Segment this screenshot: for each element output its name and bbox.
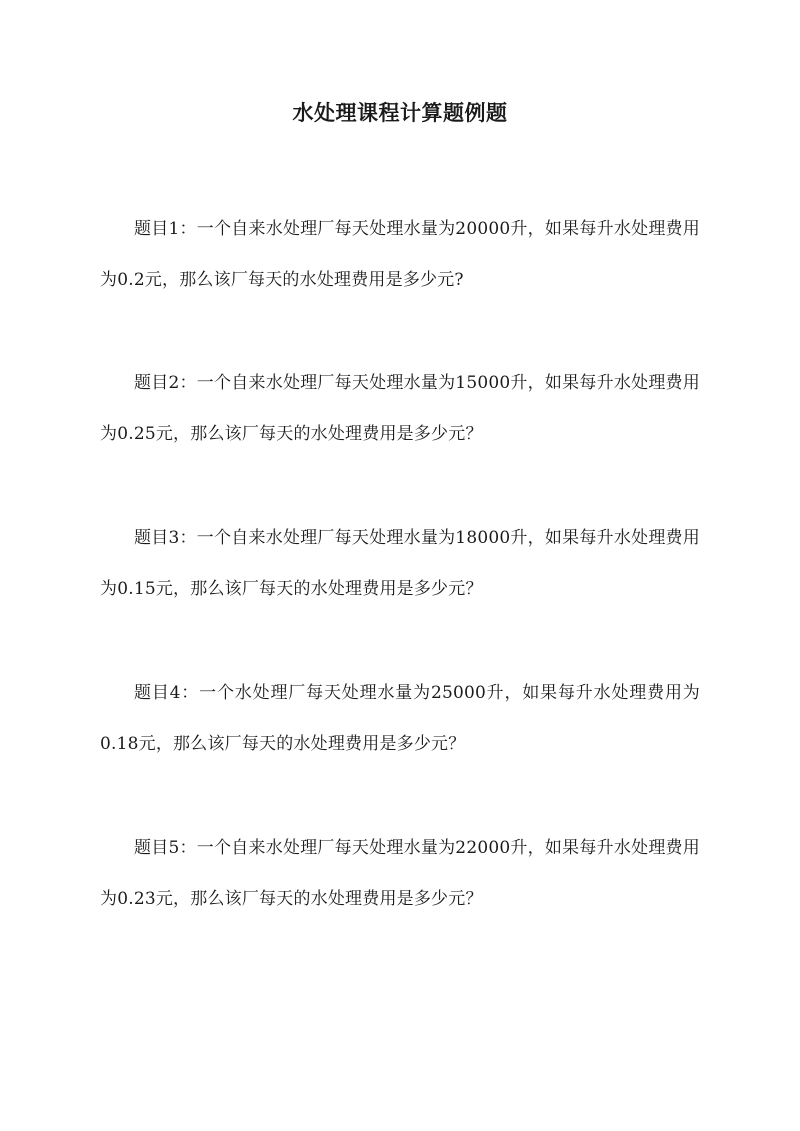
question-3: 题目3：一个自来水处理厂每天处理水量为18000升，如果每升水处理费用为0.15元，那么该厂每天的水处理费用是多少元？ (100, 528, 700, 599)
question-2: 题目2：一个自来水处理厂每天处理水量为15000升，如果每升水处理费用为0.25元，那么该厂每天的水处理费用是多少元？ (100, 373, 700, 444)
question-4: 题目4：一个水处理厂每天处理水量为25000升，如果每升水处理费用为0.18元，那么该厂每天的水处理费用是多少元？ (100, 683, 700, 754)
question-1: 题目1：一个自来水处理厂每天处理水量为20000升，如果每升水处理费用为0.2元，那么该厂每天的水处理费用是多少元? (100, 219, 700, 290)
question-5: 题目5：一个自来水处理厂每天处理水量为22000升，如果每升水处理费用为0.23元，那么该厂每天的水处理费用是多少元？ (100, 838, 700, 909)
document-title: 水处理课程计算题例题 (292, 100, 508, 125)
